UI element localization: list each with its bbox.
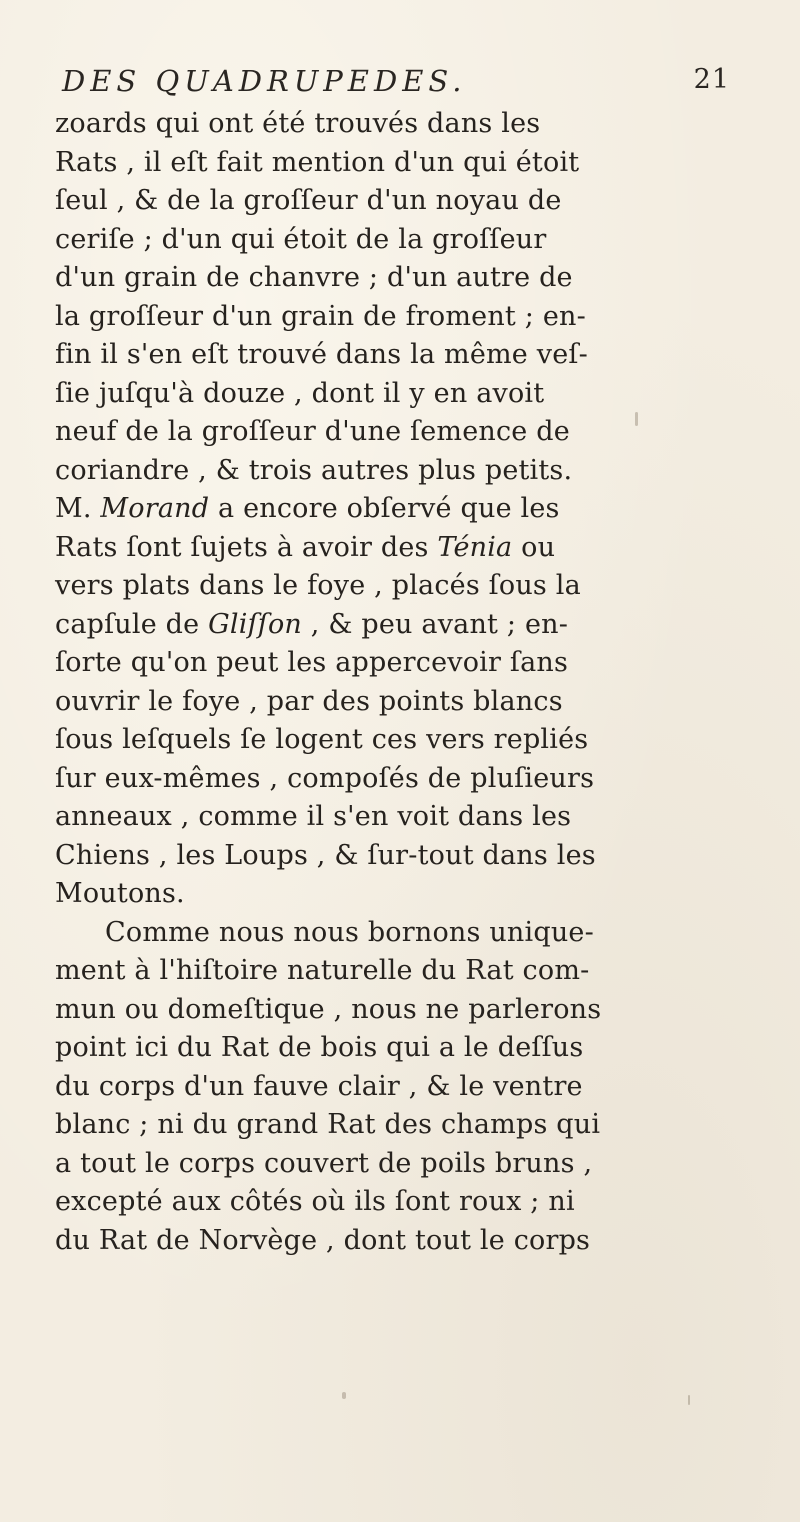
text-segment: a encore obſervé que les: [209, 493, 560, 524]
text-line: ſur eux-mêmes , compoſés de pluſieurs: [55, 762, 595, 794]
page-number: 21: [693, 64, 730, 95]
text-segment: , & peu avant ; en-: [302, 608, 569, 640]
text-line: du corps d'un fauve clair , & le ventre: [55, 1070, 583, 1102]
paper-spot: [342, 1392, 346, 1399]
text-line: point ici du Rat de bois qui a le deſſus: [55, 1032, 584, 1063]
page-header: [62, 58, 730, 106]
text-segment: ou: [512, 531, 556, 563]
text-line: coriandre , & trois autres plus petits.: [55, 454, 573, 486]
running-title: DES QUADRUPEDES.: [62, 64, 467, 98]
text-line: anneaux , comme il s'en voit dans les: [55, 801, 572, 832]
text-line: [55, 606, 745, 645]
text-line: [55, 529, 745, 568]
text-segment: capſule de: [55, 608, 209, 640]
text-line: neuf de la groſſeur d'une ſemence de: [55, 416, 570, 447]
text-line: ſie juſqu'à douze , dont il y en avoit: [55, 377, 545, 409]
text-line: zoards qui ont été trouvés dans les: [55, 108, 541, 139]
text-segment: M.: [55, 493, 101, 524]
italic-name: Ténia: [437, 531, 513, 563]
text-line: la groſſeur d'un grain de froment ; en-: [55, 300, 586, 332]
text-line: mun ou domeſtique , nous ne parlerons: [55, 993, 602, 1025]
text-line: excepté aux côtés où ils ſont roux ; ni: [55, 1186, 575, 1217]
paper-spot: [635, 412, 638, 426]
text-line: blanc ; ni du grand Rat des champs qui: [55, 1109, 601, 1140]
text-line: ceriſe ; d'un qui étoit de la groſſeur: [55, 223, 547, 255]
text-line: a tout le corps couvert de poils bruns ,: [55, 1147, 593, 1179]
text-line: du Rat de Norvège , dont tout le corps: [55, 1224, 591, 1256]
text-line: Chiens , les Loups , & ſur-tout dans les: [55, 839, 596, 871]
text-line: vers plats dans le foye , placés ſous la: [55, 570, 581, 601]
paper-spot: [688, 1395, 690, 1405]
italic-name: Gliſſon: [208, 608, 303, 640]
text-line: ſorte qu'on peut les appercevoir ſans: [55, 647, 569, 678]
text-line: ſous leſquels ſe logent ces vers repliés: [55, 724, 589, 755]
text-line: Moutons.: [55, 878, 185, 909]
text-line: d'un grain de chanvre ; d'un autre de: [55, 262, 573, 293]
body-text: [55, 105, 745, 1260]
text-line: ſeul , & de la groſſeur d'un noyau de: [55, 185, 562, 216]
text-line: ment à l'hiſtoire naturelle du Rat com-: [55, 955, 590, 986]
italic-name: Morand: [100, 493, 210, 524]
text-line: fin il s'en eſt trouvé dans la même veſ-: [55, 339, 588, 370]
text-line: Comme nous nous bornons unique-: [105, 916, 594, 948]
text-line: ouvrir le foye , par des points blancs: [55, 685, 563, 717]
text-line: Rats , il eſt fait mention d'un qui étoit: [55, 146, 580, 178]
text-line: [55, 490, 745, 529]
text-segment: Rats ſont ſujets à avoir des: [55, 531, 438, 563]
